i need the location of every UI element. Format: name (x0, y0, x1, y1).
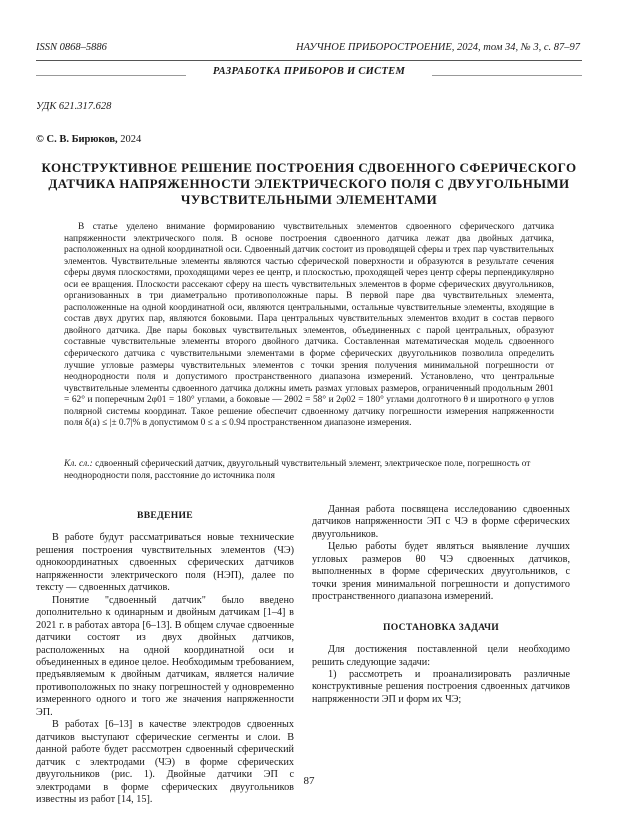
article-title: КОНСТРУКТИВНОЕ РЕШЕНИЕ ПОСТРОЕНИЯ СДВОЕННОГО СФЕРИЧЕСКОГО ДАТЧИКА НАПРЯЖЕННОСТИ ЭЛЕКТРИЧЕСКОГО ПОЛЯ С ДВУУГОЛЬНЫМИ ЧУВСТВИТЕЛЬНЫМИ ЭЛЕМЕНТАМИ (41, 160, 577, 207)
author-name: С. В. Бирюков, (46, 134, 118, 145)
intro-paragraph-1: В работе будут рассматриваться новые технические решения построения чувствительных элементов (ЧЭ) однокоординатных сдвоенных сферических датчиков напряженности электрического поля (НЭП), далее по тексту — сдвоенных датчиков. (36, 532, 294, 594)
author-line (36, 134, 141, 145)
copyright-sign: © (36, 134, 44, 145)
page-number: 87 (303, 775, 315, 787)
keywords-label: Кл. сл.: (64, 459, 93, 469)
intro-heading: ВВЕДЕНИЕ (137, 510, 193, 521)
task-paragraph-1: Для достижения поставленной цели необходимо решить следующие задачи: (312, 644, 570, 668)
author-year: 2024 (120, 134, 142, 145)
keywords-text: сдвоенный сферический датчик, двуугольный чувствительный элемент, электрическое поле, погрешность от неоднородности поля, расстояние до источника поля (64, 459, 531, 481)
intro-paragraph-5: Целью работы будет являться выявление лучших угловых размеров θ0 ЧЭ сдвоенных датчиков, выполненных в форме сферических двуугольников, с точки зрения минимальной погрешности и допустимого пространственного диапазона измерений. (312, 541, 570, 603)
right-column (312, 504, 570, 706)
journal-citation: НАУЧНОЕ ПРИБОРОСТРОЕНИЕ, 2024, том 34, № 3, с. 87–97 (296, 42, 580, 53)
intro-paragraph-2: Понятие "сдвоенный датчик" было введено дополнительно к одинарным и двойным датчикам [1–4] в 2021 г. в работах автора [6–13]. В общем случае сдвоенные датчики состоят из двух двойных датчиков, расположенных на одной координатной оси и объединенных в единое целое. Необходимым требованием, предъявляемым к двойным датчикам, является наличие противоположных по знаку погрешностей у одновременно измеренного одного и того же значения напряженности ЭП. (36, 594, 294, 718)
task-paragraph-2: 1) рассмотреть и проанализировать различные конструктивные решения построения сдвоенных датчиков напряженности ЭП и форм их ЧЭ; (312, 668, 570, 705)
header-rule (36, 60, 582, 61)
left-column (36, 510, 294, 805)
intro-paragraph-4: Данная работа посвящена исследованию сдвоенных датчиков напряженности ЭП с ЧЭ в форме сферических двуугольников. (312, 504, 570, 540)
section-title: РАЗРАБОТКА ПРИБОРОВ И СИСТЕМ (212, 66, 406, 77)
issn-label: ISSN 0868–5886 (36, 42, 107, 53)
udc-code: УДК 621.317.628 (36, 101, 112, 112)
intro-paragraph-3: В работах [6–13] в качестве электродов сдвоенных датчиков выступают сферические сегменты и слои. В данной работе будет рассмотрен сдвоенный сферический датчик с электродами (ЧЭ) в форме сферических двуугольников (рис. 1). Двойные датчики ЭП с электродами в форме сферических двуугольников известны из работ [14, 15]. (36, 719, 294, 805)
abstract: В статье уделено внимание формированию чувствительных элементов сдвоенного сферического датчика напряженности электрического поля. В основе построения сдвоенного датчика лежат два двойных датчика, расположенных на одной координатной оси. Сдвоенный датчик состоит из проводящей сферы и трех пар чувствительных элементов. Чувствительные элементы являются частью сферической поверхности и образуются в результате сечения сферы двумя плоскостями, проходящими через ее центр, и плоскостью, проходящей через центр сферы перпендикулярно оси ее вращения. Плоскости рассекают сферу на шесть чувствительных элементов в форме сферических двуугольников, организованных в три диаметрально противоположные пары. В первой паре два чувствительных элемента, расположенные на одной координатной оси, являются центральными, остальные чувствительные элементы, входящие в состав двух других пар, являются боковыми. Пара центральных чувствительных элементов входит в состав первого двойного датчика. Две пары боковых чувствительных элементов, объединенных с парой центральных, образуют составные чувствительные элементы второго двойного датчика. Составленная математическая модель сдвоенного сферического датчика с чувствительными элементами в форме сферических двуугольников позволила определить лучшие угловые размеры чувствительных элементов с точки зрения получения минимальной погрешности от неоднородности поля и допустимого пространственного диапазона измерений. Установлено, что центральные чувствительные элементы сдвоенного датчика должны иметь размах угловых размеров, ограниченный продольным 2θ01 = 62° и поперечным 2φ01 = 180° углами, а боковые — 2θ02 = 58° и 2φ02 = 180° углами долготного θ и широтного φ углов полярной системы координат. Такое решение обеспечит сдвоенному датчику погрешности измерения напряженности поля δ(a) ≤ |± 0.7|% в допустимом 0 ≤ a ≤ 0.94 пространственном диапазоне измерения. (64, 222, 554, 429)
keywords (64, 459, 554, 482)
task-heading: ПОСТАНОВКА ЗАДАЧИ (382, 621, 500, 633)
